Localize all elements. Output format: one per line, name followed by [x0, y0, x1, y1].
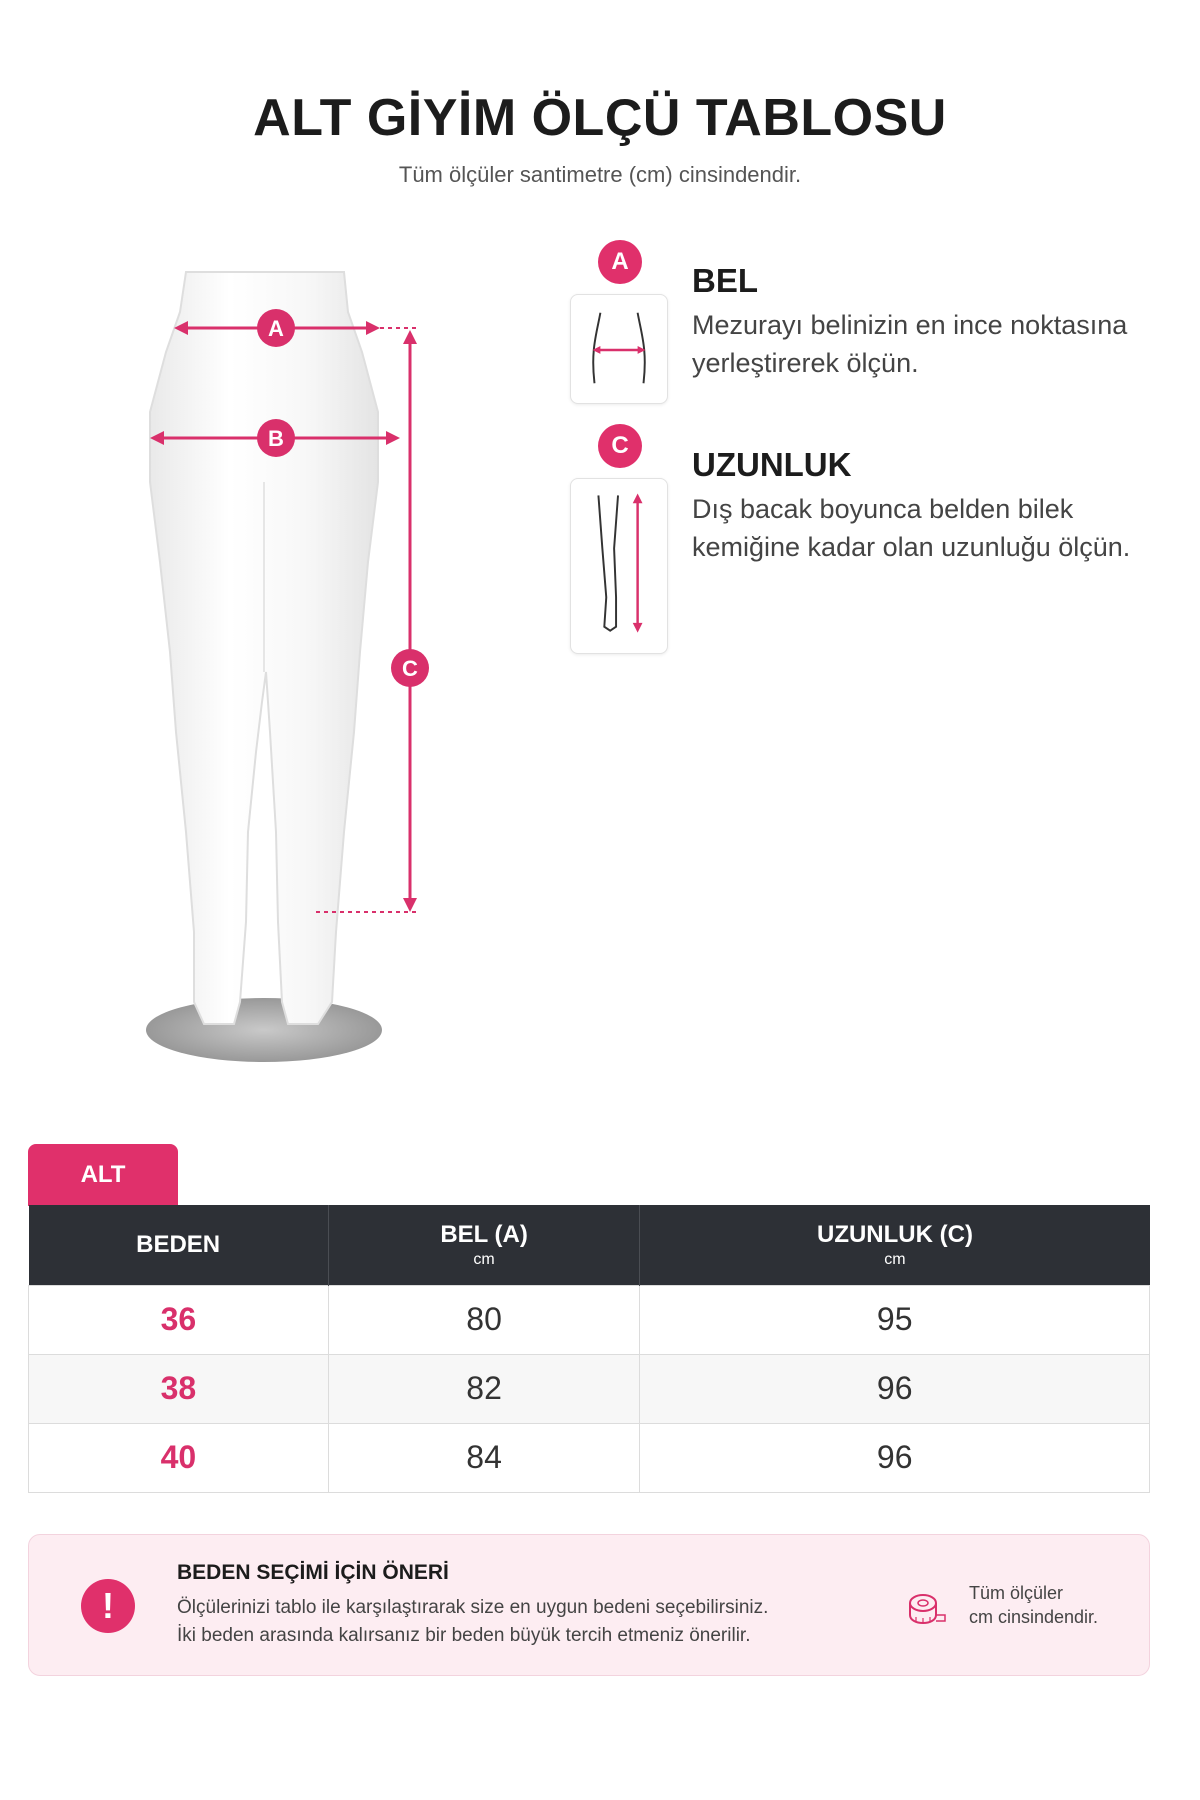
- cell-size: 40: [29, 1423, 329, 1492]
- label-c: C: [402, 656, 418, 681]
- measuring-tape-icon: [907, 1589, 947, 1629]
- leg-length-icon: [570, 478, 668, 654]
- note-side-line-1: Tüm ölçüler: [969, 1583, 1064, 1603]
- table-row: [29, 1423, 1150, 1492]
- col-header-size: BEDEN: [29, 1205, 329, 1285]
- size-advice-note: [28, 1534, 1150, 1676]
- col-unit-length: cm: [884, 1250, 906, 1268]
- measure-title-length: UZUNLUK: [692, 446, 852, 483]
- note-line-2: İki beden arasında kalırsanız bir beden büyük tercih etmeniz önerilir.: [177, 1625, 751, 1646]
- measure-title-waist: BEL: [692, 262, 758, 299]
- label-a: A: [268, 316, 284, 341]
- mannequin-illustration: [86, 232, 478, 1092]
- note-side-line-2: cm cinsindendir.: [969, 1607, 1099, 1627]
- table-row: [29, 1285, 1150, 1354]
- cell-waist: 84: [328, 1423, 640, 1492]
- tab-alt[interactable]: ALT: [28, 1144, 178, 1206]
- exclamation-icon: !: [81, 1579, 135, 1633]
- waist-measure-icon: [570, 294, 668, 404]
- note-line-1: Ölçülerinizi tablo ile karşılaştırarak size en uygun bedeni seçebilirsiniz.: [177, 1597, 769, 1618]
- note-title: BEDEN SEÇİMİ İÇİN ÖNERİ: [177, 1561, 449, 1584]
- col-header-length: UZUNLUK (C) cm: [640, 1205, 1150, 1285]
- label-b: B: [268, 426, 284, 451]
- measure-badge-c: C: [598, 424, 642, 468]
- cell-waist: 82: [328, 1354, 640, 1423]
- page-subtitle: Tüm ölçüler santimetre (cm) cinsindendir.: [398, 162, 802, 187]
- cell-waist: 80: [328, 1285, 640, 1354]
- cell-length: 96: [640, 1354, 1150, 1423]
- col-unit-waist: cm: [473, 1250, 495, 1268]
- cell-length: 95: [640, 1285, 1150, 1354]
- mannequin-figure: [86, 232, 478, 1092]
- page-title: ALT GİYİM ÖLÇÜ TABLOSU: [253, 89, 947, 147]
- table-row: [29, 1354, 1150, 1423]
- cell-size: 36: [29, 1285, 329, 1354]
- measure-badge-a: A: [598, 240, 642, 284]
- table-header-row: [29, 1205, 1150, 1285]
- measure-desc-length: Dış bacak boyunca belden bilek kemiğine kadar olan uzunluğu ölçün.: [692, 494, 1131, 562]
- measure-desc-waist: Mezurayı belinizin en ince noktasına yerleştirerek ölçün.: [692, 310, 1128, 378]
- cell-length: 96: [640, 1423, 1150, 1492]
- mannequin-base: [146, 998, 382, 1062]
- size-table: [28, 1205, 1150, 1493]
- cell-size: 38: [29, 1354, 329, 1423]
- page-header: [0, 88, 1200, 188]
- col-header-waist: BEL (A) cm: [328, 1205, 640, 1285]
